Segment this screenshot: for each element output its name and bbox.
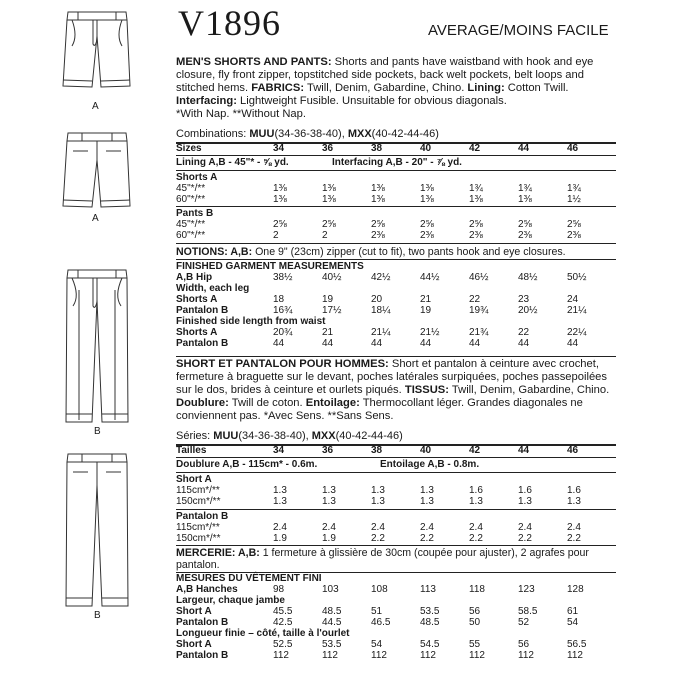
text-french-largeur_rows-1-values-6: 54 [567,617,579,628]
pattern-code: V1896 [178,3,281,43]
pants-front-figure [66,270,128,422]
text-english-side_rows-1-values-3: 44 [420,338,432,349]
text-english-side_rows-0-values-3: 21½ [420,327,440,338]
text-french-tissus: Twill, Denim, Gabardine, Chino. [449,384,610,396]
text-english-combo_label: Combinations: [176,128,250,140]
text-english-shorts_rows-1-values-5: 1⅜ [518,194,532,205]
text-english-sizes-2: 38 [371,143,383,154]
text-english-shorts_rows-1-label: 60"*/** [176,194,206,205]
text-french-short_rows-0-values-1: 1.3 [322,485,336,496]
text-english-pants_rows-1-values-0: 2 [273,230,279,241]
table-row [176,533,616,544]
text-french-pantalon_rows-1-values-2: 2.2 [371,533,385,544]
text-french-pantalon_rows-0-values-3: 2.4 [420,522,434,533]
text-french-largeur_rows-1-values-3: 48.5 [420,617,440,628]
table-row [176,272,616,283]
text-french-longueur_rows-1-values-5: 112 [518,650,534,661]
text-french-pantalon_rows-1-values-0: 1.9 [273,533,287,544]
text-french-longueur_label: Longueur finie – côté, taille à l'ourlet [176,628,350,639]
text-english-side_rows-1-label: Pantalon B [176,338,229,349]
text-french-short_rows-1-values-6: 1.3 [567,496,581,507]
interfacing-text: Lightweight Fusible. Unsuitable for obvious diagonals. [236,95,507,107]
text-english-width_rows-1-values-6: 21¼ [567,305,587,316]
text-english-pants_rows-1-label: 60"*/** [176,230,206,241]
text-french-mercerie: 1 fermeture à glissière de 30cm (coupée pour ajuster), 2 agrafes pour pantalon. [176,547,589,571]
pants-back-figure [66,454,128,606]
text-french-largeur_rows-0-values-2: 51 [371,606,383,617]
text-english-notions: One 9" (23cm) zipper (cut to fit), two pants hook and eye closures. [252,246,566,258]
french-description [176,358,616,423]
text-french-pantalon_rows-0-values-4: 2.4 [469,522,483,533]
text-french-short_rows-0-values-3: 1.3 [420,485,434,496]
text-english-width_rows-0-values-2: 20 [371,294,383,305]
text-english-side_rows-1-values-5: 44 [518,338,530,349]
text-french-sizes-4: 42 [469,445,481,456]
text-english-pants_rows-1-values-6: 2⅜ [567,230,581,241]
text-french-longueur_rows-0-values-4: 55 [469,639,481,650]
text-english-side_rows-0-values-2: 21¼ [371,327,391,338]
text-french-short_rows-1-values-0: 1.3 [273,496,287,507]
text-french-muu: MUU [213,430,239,442]
text-french-pantalon_rows-1-values-1: 1.9 [322,533,336,544]
text-french-largeur_rows-1-label: Pantalon B [176,617,229,628]
french-sizes-table [176,445,616,456]
text-english-side_rows-0-values-6: 22¼ [567,327,587,338]
text-english-side_rows-1-values-2: 44 [371,338,383,349]
text-english-pants_rows-0-values-1: 2⅝ [322,219,336,230]
text-english-side_rows-1-values-0: 44 [273,338,285,349]
text-english-width_rows-0-values-5: 23 [518,294,530,305]
text-french-longueur_rows-1-values-4: 112 [469,650,485,661]
text-english-sizes-4: 42 [469,143,481,154]
english-sizes-table [176,143,616,154]
text-english-pants_rows-0-values-4: 2⅝ [469,219,483,230]
text-english-shorts_rows-1-values-0: 1⅜ [273,194,287,205]
text-french-sizes-0: 34 [273,445,285,456]
text-french-short_rows-0-values-5: 1.6 [518,485,532,496]
text-english-width_label: Width, each leg [176,283,250,294]
text-french-longueur_rows-0-values-6: 56.5 [567,639,587,650]
text-french-hanches-values-6: 128 [567,584,584,595]
text-english-hip-label: A,B Hip [176,272,213,283]
table-row [176,194,616,205]
text-french-sizes-1: 36 [322,445,334,456]
text-english-mxx_sizes: (40-42-44-46) [371,128,439,140]
text-french-longueur_rows-0-values-1: 53.5 [322,639,342,650]
pants-yardage-table [176,208,616,241]
text-french-short_rows-1-values-2: 1.3 [371,496,385,507]
text-french-longueur_rows-0-values-5: 56 [518,639,530,650]
text-french-longueur_rows-1-values-2: 112 [371,650,387,661]
text-english-shorts_a: Shorts A [176,172,218,183]
text-english-side_rows-0-values-1: 21 [322,327,334,338]
text-french-pantalon_rows-0-values-5: 2.4 [518,522,532,533]
text-french-series_label: Séries: [176,430,214,442]
text-french-short_rows-0-values-2: 1.3 [371,485,385,496]
text-french-largeur_rows-1-values-0: 42.5 [273,617,293,628]
text-french-short_rows-1-values-5: 1.3 [518,496,532,507]
text-french-longueur_rows-1-values-3: 112 [420,650,436,661]
text-french-longueur_rows-1-values-0: 112 [273,650,289,661]
text-english-side_rows-1-values-6: 44 [567,338,579,349]
text-french-mxx: MXX [311,430,336,442]
text-english-mxx: MXX [347,128,372,140]
text-english-side_rows-0-values-5: 22 [518,327,530,338]
text-french-largeur_label: Largeur, chaque jambe [176,595,285,606]
text-french-tissus_label: TISSUS: [404,384,449,396]
text-english-shorts_rows-0-values-6: 1¾ [567,183,581,194]
table-row [176,445,616,456]
figure-label: B [94,610,101,621]
notions-line [176,246,616,258]
text-french-sizes-2: 38 [371,445,383,456]
pantalon-yardage-table-fr [176,511,616,544]
divider [176,545,616,546]
table-row [176,650,616,661]
table-row [176,183,616,194]
text-french-pantalon_b: Pantalon B [176,511,229,522]
text-english-notions_label: NOTIONS: A,B: [176,246,253,258]
figure-label: A [92,101,99,112]
text-french-pantalon_rows-1-values-5: 2.2 [518,533,532,544]
text-french-doublure: Twill de coton. [228,397,306,409]
text-english-side_label: Finished side length from waist [176,316,326,327]
table-row [176,584,616,595]
text-french-entoilage: Thermocollant léger. Grandes diagonales ne conviennent pas. *Avec Sens. **Sans Sens. [176,397,583,422]
text-english-shorts_rows-0-values-0: 1⅜ [273,183,287,194]
text-english-shorts_rows-1-values-2: 1⅜ [371,194,385,205]
english-description [176,56,616,121]
table-row [176,327,616,338]
table-row [176,305,616,316]
text-french-largeur_rows-0-values-5: 58.5 [518,606,538,617]
text-english-width_rows-0-label: Shorts A [176,294,218,305]
text-french-hanches-values-0: 98 [273,584,285,595]
text-french-largeur_rows-0-values-0: 45.5 [273,606,293,617]
nap-note: *With Nap. **Without Nap. [176,108,306,120]
text-french-largeur_rows-1-values-5: 52 [518,617,530,628]
difficulty-level: AVERAGE/MOINS FACILE [428,22,609,39]
table-row [176,639,616,650]
text-english-pants_rows-0-values-0: 2⅝ [273,219,287,230]
text-english-width_rows-1-values-1: 17½ [322,305,342,316]
text-english-sizes-5: 44 [518,143,530,154]
text-french-mercerie_label: MERCERIE: A,B: [176,547,260,559]
text-french-largeur_rows-0-values-3: 53.5 [420,606,440,617]
text-french-largeur_rows-1-values-4: 50 [469,617,481,628]
text-english-hip-values-4: 46½ [469,272,489,283]
text-french-longueur_rows-1-label: Pantalon B [176,650,229,661]
table-row [176,294,616,305]
text-english-pants_rows-0-label: 45"*/** [176,219,206,230]
text-english-shorts_rows-1-values-4: 1⅜ [469,194,483,205]
text-french-muu_sizes: (34-36-38-40), [238,430,312,442]
text-french-mvf_title: MESURES DU VÊTEMENT FINI [176,573,322,584]
divider [176,356,616,357]
english-title: MEN'S SHORTS AND PANTS: [176,56,332,68]
garment-illustrations [0,0,170,680]
text-english-width_rows-0-values-1: 19 [322,294,334,305]
text-french-short_a: Short A [176,474,212,485]
text-french-sizes-3: 40 [420,445,432,456]
fabrics-text: Twill, Denim, Gabardine, Chino. [304,82,468,94]
text-english-shorts_rows-0-values-3: 1⅜ [420,183,434,194]
figure-label: A [92,213,99,224]
text-french-pantalon_rows-0-values-2: 2.4 [371,522,385,533]
text-english-side_rows-1-values-1: 44 [322,338,334,349]
series-line [176,430,403,442]
sizes-label: Sizes [176,143,202,154]
text-english-width_rows-1-values-0: 16¾ [273,305,293,316]
text-english-pants_rows-0-values-6: 2⅝ [567,219,581,230]
lining-yardage: Lining A,B - 45"* - ⅝ yd. [176,157,289,168]
text-english-width_rows-1-values-2: 18¼ [371,305,391,316]
text-french-longueur_rows-0-values-0: 52.5 [273,639,293,650]
divider [176,170,616,171]
text-english-pants_rows-1-values-4: 2⅜ [469,230,483,241]
table-row [176,143,616,154]
text-french-longueur_rows-0-values-3: 54.5 [420,639,440,650]
finished-measurements-table [176,261,616,349]
text-french-pantalon_rows-1-values-3: 2.2 [420,533,434,544]
text-french-short_rows-1-values-3: 1.3 [420,496,434,507]
text-french-pantalon_rows-0-values-1: 2.4 [322,522,336,533]
text-french-longueur_rows-1-values-6: 112 [567,650,583,661]
table-row [176,485,616,496]
mercerie-line [176,547,616,571]
text-french-short_rows-0-values-6: 1.6 [567,485,581,496]
finished-measurements-table-fr [176,573,616,661]
text-french-short_rows-1-label: 150cm*/** [176,496,221,507]
english-desc: Shorts and pants have waistband with hook and eye closure, fly front zipper, topstitched side pockets, back welt pockets, belt loops and stitched hems. [176,56,594,94]
text-french-hanches-label: A,B Hanches [176,584,238,595]
text-french-hanches-values-4: 118 [469,584,485,595]
text-french-short_rows-0-label: 115cm*/** [176,485,220,496]
text-english-side_rows-0-values-4: 21¾ [469,327,489,338]
table-row [176,230,616,241]
divider [176,457,616,458]
text-french-longueur_rows-1-values-1: 112 [322,650,338,661]
text-english-side_rows-1-values-4: 44 [469,338,481,349]
text-french-largeur_rows-0-label: Short A [176,606,212,617]
text-english-pants_rows-0-values-3: 2⅝ [420,219,434,230]
interfacing-yardage: Interfacing A,B - 20" - ⅞ yd. [332,157,462,168]
doublure-yardage: Doublure A,B - 115cm* - 0.6m. [176,459,318,470]
text-english-hip-values-6: 50½ [567,272,587,283]
shorts-front-figure [63,12,130,87]
text-english-muu_sizes: (34-36-38-40), [274,128,348,140]
text-english-shorts_rows-1-values-3: 1⅜ [420,194,434,205]
lining-text: Cotton Twill. [504,82,569,94]
text-french-hanches-values-1: 103 [322,584,339,595]
text-french-hanches-values-3: 113 [420,584,436,595]
text-french-short_rows-1-values-4: 1.3 [469,496,483,507]
figure-label: B [94,426,101,437]
text-french-largeur_rows-0-values-1: 48.5 [322,606,342,617]
table-row [176,496,616,507]
text-english-shorts_rows-0-values-4: 1¾ [469,183,483,194]
text-english-width_rows-0-values-3: 21 [420,294,432,305]
text-french-longueur_rows-0-values-2: 54 [371,639,383,650]
text-english-hip-values-1: 40½ [322,272,342,283]
text-english-side_rows-0-values-0: 20¾ [273,327,293,338]
text-french-largeur_rows-1-values-1: 44.5 [322,617,342,628]
text-english-pants_rows-1-values-5: 2⅜ [518,230,532,241]
table-row [176,338,616,349]
entoilage-yardage: Entoilage A,B - 0.8m. [380,459,480,470]
text-english-sizes-1: 36 [322,143,334,154]
divider [176,206,616,207]
text-french-pantalon_rows-0-values-6: 2.4 [567,522,581,533]
text-french-largeur_rows-0-values-6: 61 [567,606,579,617]
text-english-sizes-3: 40 [420,143,432,154]
text-english-shorts_rows-1-values-6: 1½ [567,194,581,205]
text-english-shorts_rows-0-values-1: 1⅜ [322,183,336,194]
text-french-desc: Short et pantalon à ceinture avec crochet, fermeture à braguette sur le devant, poches latérales surpiquées, poches passepoilées sur le dos, brides à ceinture et ourlets piqués. [176,358,607,396]
text-french-pantalon_rows-0-label: 115cm*/** [176,522,220,533]
text-english-width_rows-1-values-3: 19 [420,305,432,316]
text-english-pants_rows-1-values-3: 2⅜ [420,230,434,241]
text-french-short_rows-1-values-1: 1.3 [322,496,336,507]
text-french-hanches-values-2: 108 [371,584,388,595]
table-row [176,219,616,230]
divider [176,243,616,244]
text-english-pants_b: Pants B [176,208,214,219]
interfacing-label: Interfacing: [176,95,237,107]
text-english-width_rows-1-values-5: 20½ [518,305,538,316]
text-english-sizes-6: 46 [567,143,579,154]
text-english-fgm_title: FINISHED GARMENT MEASUREMENTS [176,261,364,272]
text-english-hip-values-5: 48½ [518,272,538,283]
text-english-width_rows-1-values-4: 19¾ [469,305,489,316]
text-french-pantalon_rows-1-values-6: 2.2 [567,533,581,544]
text-french-pantalon_rows-0-values-0: 2.4 [273,522,287,533]
text-english-hip-values-3: 44½ [420,272,440,283]
text-english-pants_rows-1-values-2: 2⅜ [371,230,385,241]
table-row [176,617,616,628]
text-french-doublure_label: Doublure: [176,397,229,409]
divider [176,472,616,473]
text-french-entoilage_label: Entoilage: [305,397,360,409]
text-english-width_rows-1-label: Pantalon B [176,305,229,316]
divider [176,259,616,260]
combinations-line [176,128,439,140]
text-english-shorts_rows-1-values-1: 1⅜ [322,194,336,205]
fabrics-label: FABRICS: [251,82,305,94]
text-french-title: SHORT ET PANTALON POUR HOMMES: [176,358,389,370]
text-french-largeur_rows-1-values-2: 46.5 [371,617,391,628]
text-english-side_rows-0-label: Shorts A [176,327,218,338]
text-english-width_rows-0-values-6: 24 [567,294,579,305]
lining-label: Lining: [467,82,505,94]
text-english-width_rows-0-values-0: 18 [273,294,285,305]
text-english-pants_rows-0-values-2: 2⅝ [371,219,385,230]
text-english-hip-values-0: 38½ [273,272,293,283]
text-french-mxx_sizes: (40-42-44-46) [335,430,403,442]
text-french-pantalon_rows-1-label: 150cm*/** [176,533,221,544]
text-english-muu: MUU [249,128,275,140]
shorts-back-figure [63,133,130,207]
text-french-sizes-5: 44 [518,445,530,456]
text-french-hanches-values-5: 123 [518,584,535,595]
text-english-width_rows-0-values-4: 22 [469,294,481,305]
shorts-yardage-table [176,172,616,205]
table-row [176,522,616,533]
text-english-shorts_rows-0-label: 45"*/** [176,183,206,194]
text-english-pants_rows-0-values-5: 2⅝ [518,219,532,230]
text-english-hip-values-2: 42½ [371,272,391,283]
text-english-pants_rows-1-values-1: 2 [322,230,328,241]
text-french-sizes-6: 46 [567,445,579,456]
text-english-shorts_rows-0-values-5: 1¾ [518,183,532,194]
text-french-sizes_label: Tailles [176,445,207,456]
text-french-short_rows-0-values-0: 1.3 [273,485,287,496]
text-french-pantalon_rows-1-values-4: 2.2 [469,533,483,544]
text-french-short_rows-0-values-4: 1.6 [469,485,483,496]
text-french-longueur_rows-0-label: Short A [176,639,212,650]
divider [176,155,616,156]
divider [176,509,616,510]
text-english-sizes-0: 34 [273,143,285,154]
short-yardage-table-fr [176,474,616,507]
text-english-shorts_rows-0-values-2: 1⅜ [371,183,385,194]
table-row [176,606,616,617]
text-french-largeur_rows-0-values-4: 56 [469,606,481,617]
